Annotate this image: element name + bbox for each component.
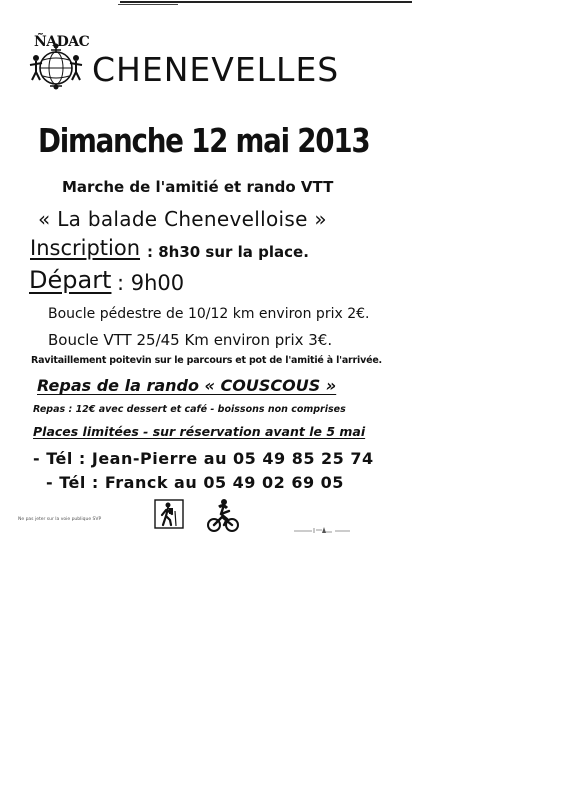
depart-label: Départ — [29, 266, 112, 294]
event-name: « La balade Chenevelloise » — [38, 207, 327, 231]
meal-detail: Repas : 12€ avec dessert et café - boissons non comprises — [33, 404, 346, 415]
walk-route: Boucle pédestre de 10/12 km environ prix 2€. — [48, 306, 370, 322]
hiker-icon — [154, 499, 184, 529]
places-note: Places limitées - sur réservation avant le 5 mai — [33, 424, 366, 439]
bike-route: Boucle VTT 25/45 Km environ prix 3€. — [48, 331, 333, 349]
village-title: CHENEVELLES — [92, 50, 340, 89]
scan-edge-line-2 — [118, 4, 178, 5]
stamp-marks — [292, 526, 352, 534]
meal-title: Repas de la rando « COUSCOUS » — [37, 376, 337, 395]
event-date: Dimanche 12 mai 2013 — [38, 121, 370, 160]
cyclist-icon — [207, 497, 239, 533]
depart-value: : 9h00 — [117, 271, 185, 295]
phone-contact-1: - Tél : Jean-Pierre au 05 49 85 25 74 — [33, 449, 374, 468]
footer-note: Ne pas jeter sur la voie publique SVP — [18, 517, 102, 522]
phone-contact-2: - Tél : Franck au 05 49 02 69 05 — [46, 473, 344, 492]
inscription-label: Inscription — [30, 236, 141, 260]
inscription-value: : 8h30 sur la place. — [147, 243, 309, 261]
event-subtitle: Marche de l'amitié et rando VTT — [62, 178, 334, 196]
organisation-name: ÑADAC — [34, 34, 90, 50]
supply-note: Ravitaillement poitevin sur le parcours et pot de l'amitié à l'arrivée. — [31, 355, 382, 366]
scan-edge-line — [120, 1, 412, 3]
